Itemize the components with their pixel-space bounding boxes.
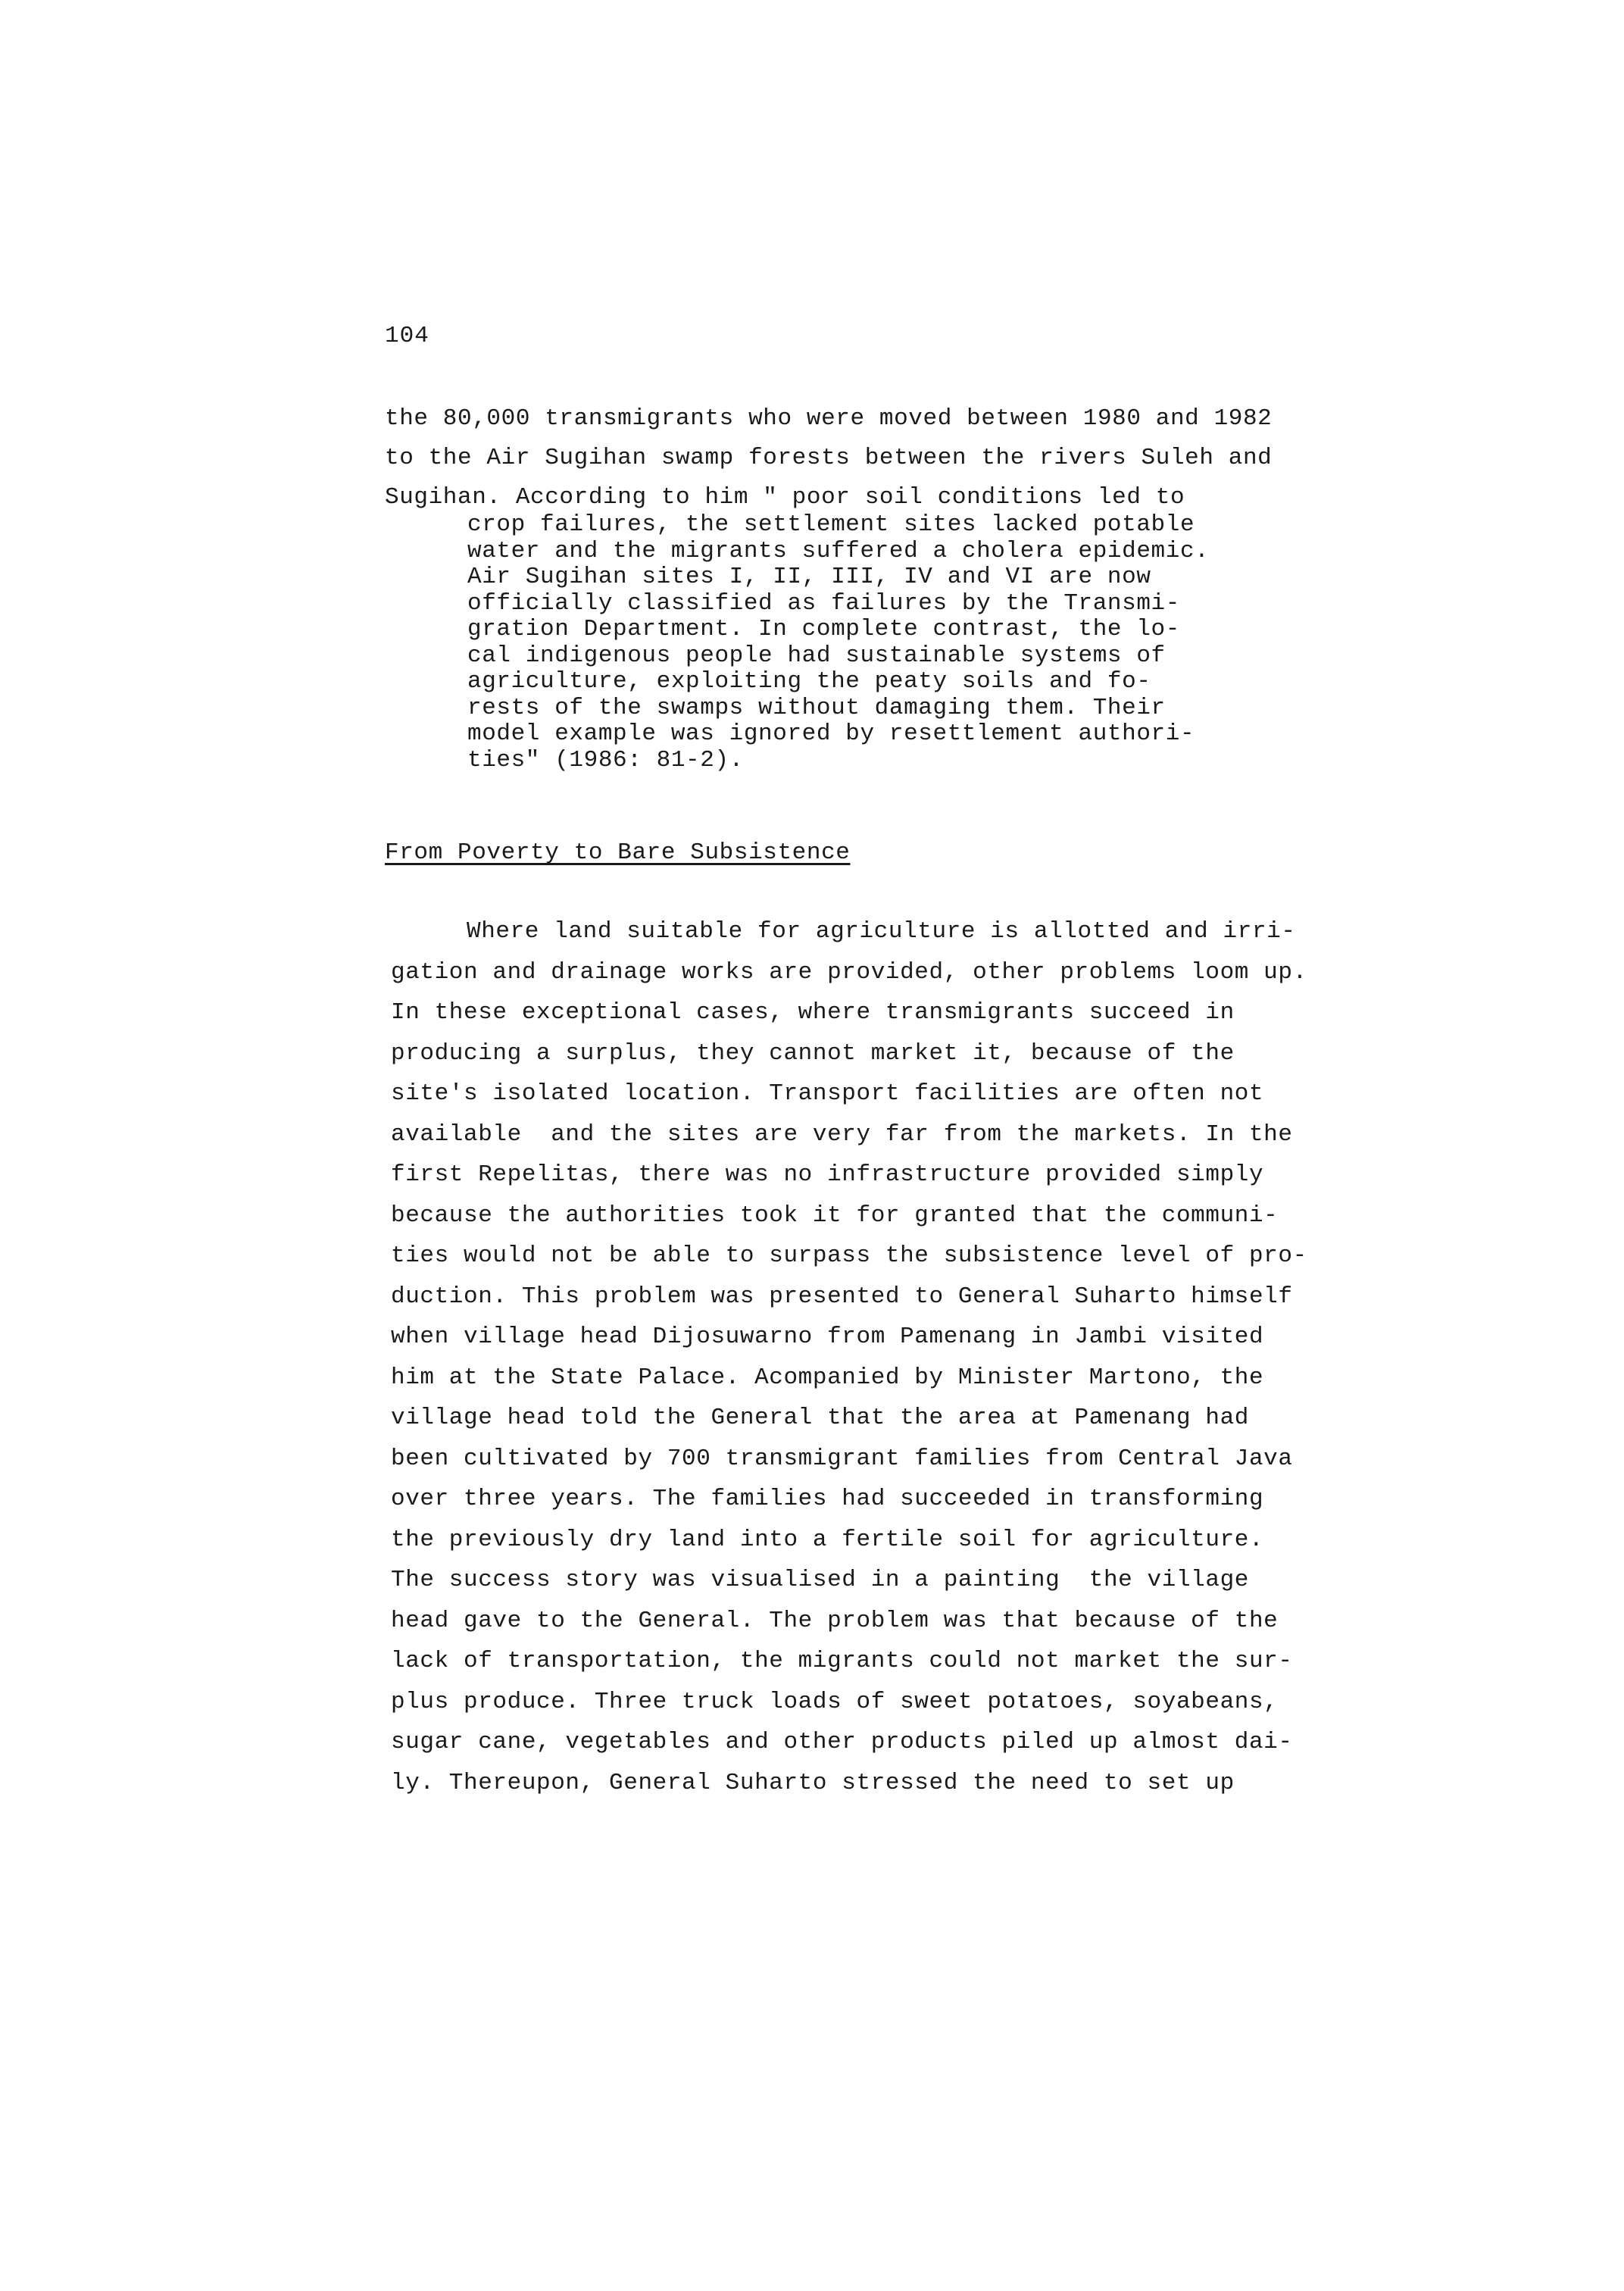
- body-paragraph: [391, 911, 1497, 1803]
- text-line: head gave to the General. The problem was that because of the: [391, 1607, 1279, 1634]
- text-line: when village head Dijosuwarno from Pamenang in Jambi visited: [391, 1324, 1264, 1350]
- text-line: duction. This problem was presented to General Suharto himself: [391, 1283, 1293, 1310]
- text-line: sugar cane, vegetables and other products piled up almost dai-: [391, 1729, 1293, 1755]
- text-line: producing a surplus, they cannot market it, because of the: [391, 1039, 1235, 1067]
- quote-line: crop failures, the settlement sites lacked potable: [467, 511, 1195, 538]
- text-line: In these exceptional cases, where transmigrants succeed in: [391, 999, 1235, 1026]
- page-number: 104: [385, 323, 429, 349]
- text-line: lack of transportation, the migrants could not market the sur-: [391, 1648, 1293, 1674]
- quote-line: gration Department. In complete contrast, the lo-: [467, 616, 1180, 642]
- text-line: Sugihan. According to him " poor soil conditions led to: [385, 484, 1185, 511]
- text-line: Where land suitable for agriculture is allotted and irri-: [467, 918, 1296, 945]
- text-line: him at the State Palace. Acompanied by Minister Martono, the: [391, 1364, 1264, 1391]
- quote-line: water and the migrants suffered a cholera epidemic.: [467, 537, 1210, 564]
- quote-line: Air Sugihan sites I, II, III, IV and VI are now: [467, 564, 1151, 590]
- text-line: the previously dry land into a fertile soil for agriculture.: [391, 1526, 1264, 1553]
- text-line: to the Air Sugihan swamp forests between the rivers Suleh and: [385, 445, 1273, 471]
- text-line: plus produce. Three truck loads of sweet potatoes, soyabeans,: [391, 1688, 1279, 1715]
- text-line: site's isolated location. Transport facilities are often not: [391, 1080, 1264, 1107]
- quote-line: agriculture, exploiting the peaty soils and fo-: [467, 668, 1151, 695]
- text-line: first Repelitas, there was no infrastructure provided simply: [391, 1161, 1264, 1188]
- text-line: the 80,000 transmigrants who were moved between 1980 and 1982: [385, 405, 1273, 432]
- intro-paragraph: [385, 399, 1491, 517]
- text-line: ly. Thereupon, General Suharto stressed the need to set up: [391, 1769, 1235, 1796]
- quote-line: ties" (1986: 81-2).: [467, 746, 744, 774]
- text-line: because the authorities took it for granted that the communi-: [391, 1202, 1279, 1229]
- text-line: The success story was visualised in a painting the village: [391, 1567, 1249, 1593]
- quote-line: rests of the swamps without damaging them. Their: [467, 694, 1166, 721]
- block-quote: [467, 512, 1346, 774]
- section-heading: From Poverty to Bare Subsistence: [385, 839, 851, 866]
- text-line: village head told the General that the area at Pamenang had: [391, 1405, 1249, 1431]
- quote-line: officially classified as failures by the Transmi-: [467, 589, 1180, 617]
- quote-line: model example was ignored by resettlement authori-: [467, 720, 1195, 747]
- text-line: over three years. The families had succeeded in transforming: [391, 1486, 1264, 1512]
- text-line: ties would not be able to surpass the subsistence level of pro-: [391, 1242, 1307, 1269]
- text-line: been cultivated by 700 transmigrant families from Central Java: [391, 1445, 1293, 1472]
- quote-line: cal indigenous people had sustainable systems of: [467, 642, 1166, 669]
- text-line: gation and drainage works are provided, other problems loom up.: [391, 958, 1307, 986]
- text-line: available and the sites are very far from the markets. In the: [391, 1120, 1293, 1148]
